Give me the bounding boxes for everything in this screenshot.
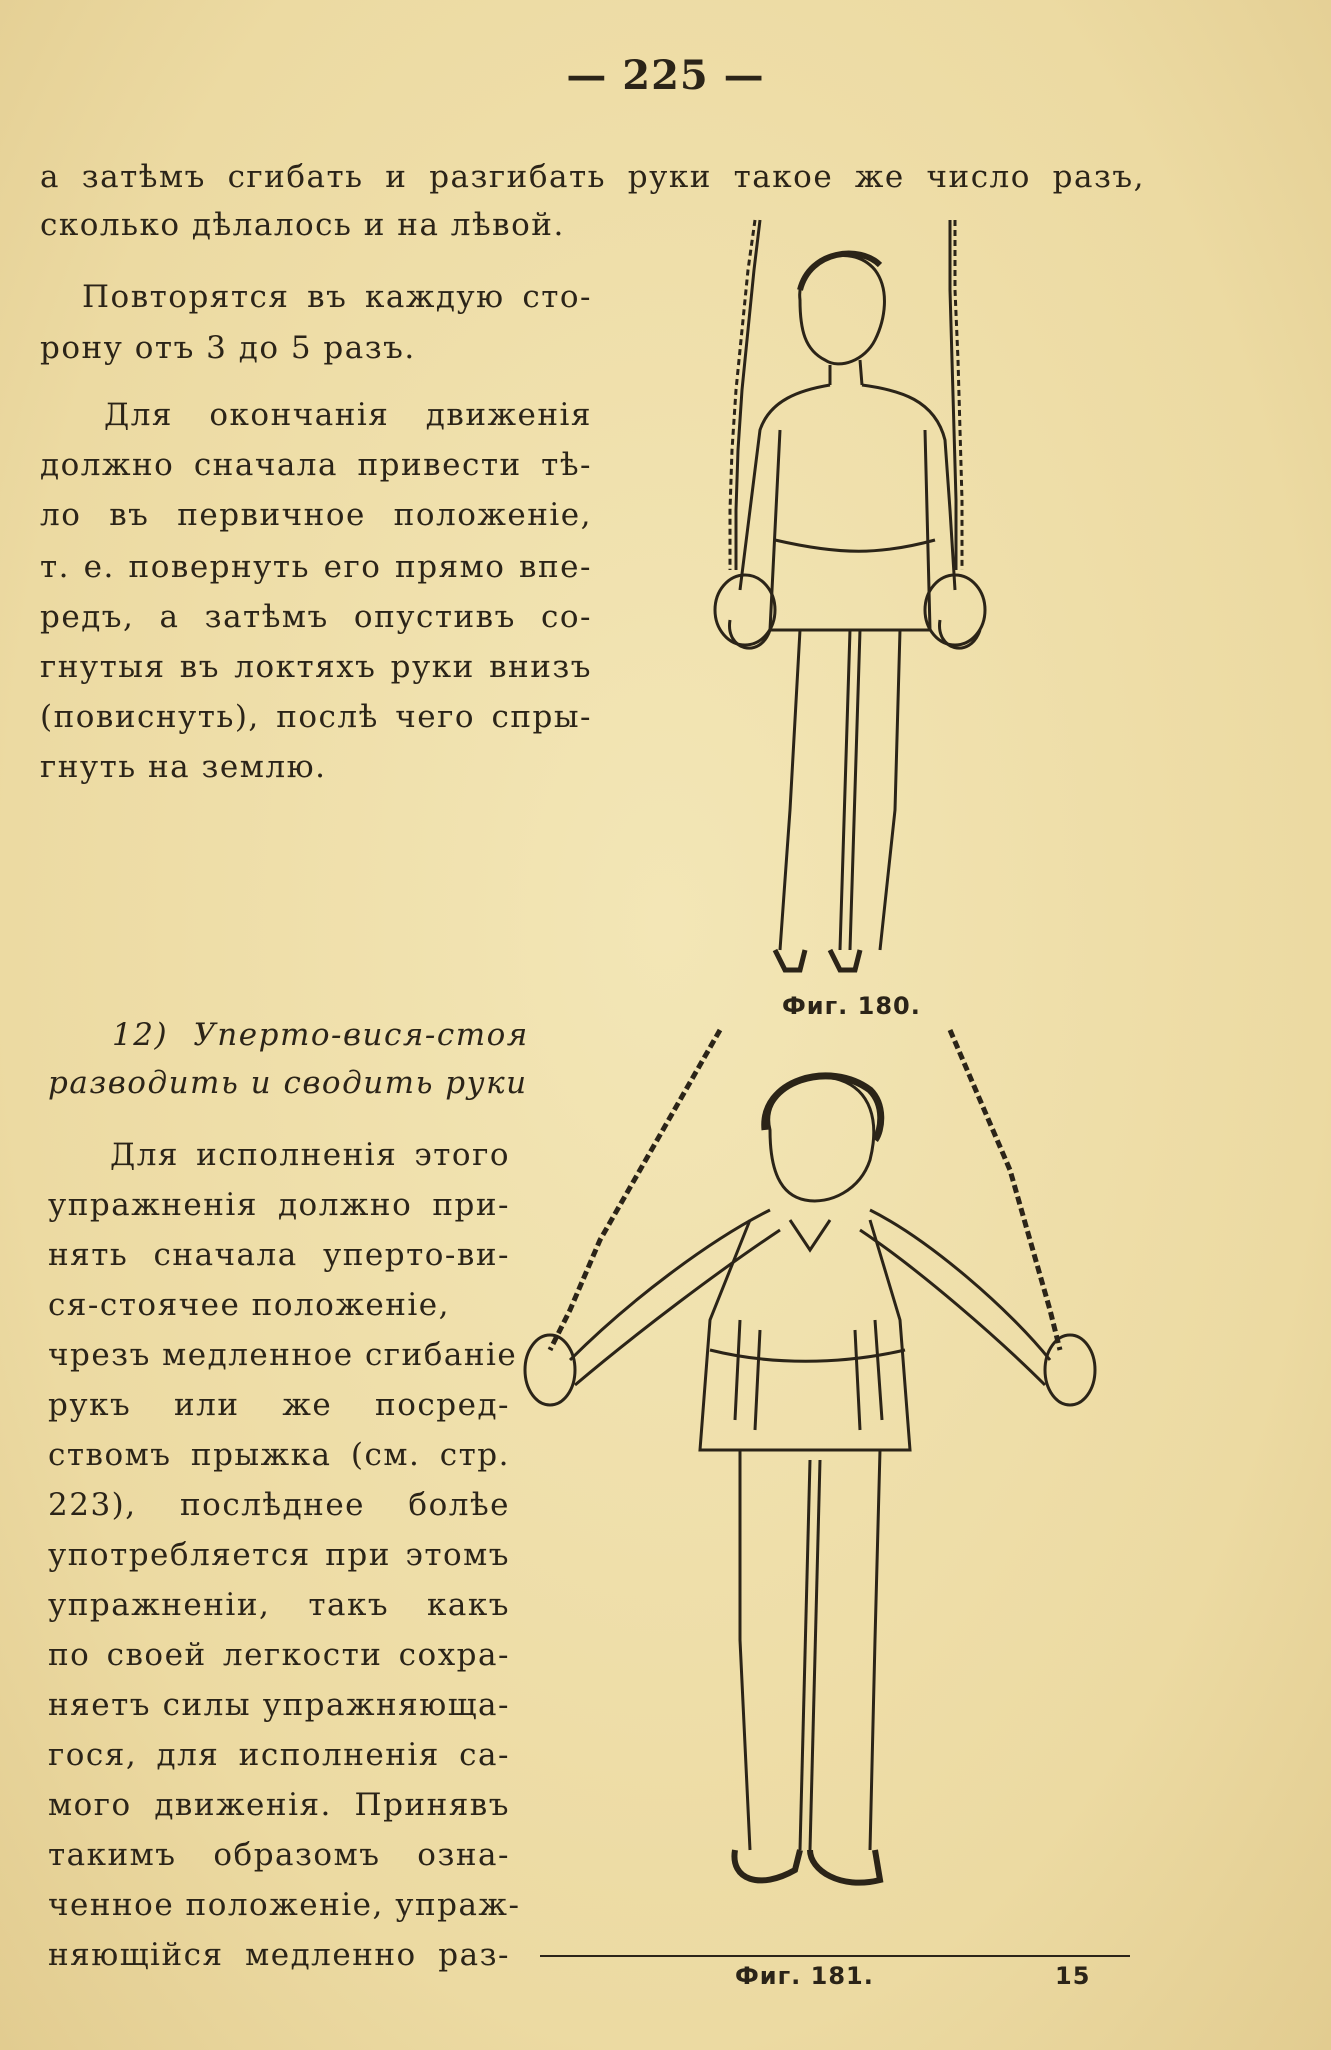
section-line: чрезъ медленное сгибаніе — [48, 1337, 518, 1373]
figure-180-illustration — [700, 210, 1010, 980]
body-line: должно сначала привести тѣ- — [40, 447, 592, 483]
body-line: (повиснуть), послѣ чего спры- — [40, 699, 592, 735]
body-line: редъ, а затѣмъ опустивъ со- — [40, 599, 592, 635]
section-line: нять сначала уперто-ви- — [48, 1237, 510, 1273]
section-line: Для исполненія этого — [110, 1137, 510, 1173]
section-line: ся-стоячее положеніе, — [48, 1287, 450, 1323]
body-line: рону отъ 3 до 5 разъ. — [40, 330, 416, 366]
section-line: употребляется при этомъ — [48, 1537, 510, 1573]
body-line: Повторятся въ каждую сто- — [82, 279, 592, 315]
section-line: няющійся медленно раз- — [48, 1937, 510, 1973]
figure-181-caption: Фиг. 181. — [735, 1962, 874, 1990]
section-line: 223), послѣднее болѣе — [48, 1487, 510, 1523]
bottom-rule — [540, 1955, 1130, 1957]
signature-mark: 15 — [1055, 1962, 1091, 1990]
section-line: няетъ силы упражняюща- — [48, 1687, 510, 1723]
section-number: 12) — [112, 1017, 169, 1053]
section-title-part1: Уперто-вися-стоя — [193, 1017, 529, 1053]
section-line: такимъ образомъ озна- — [48, 1837, 510, 1873]
section-line: по своей легкости сохра- — [48, 1637, 510, 1673]
body-line: т. е. повернуть его прямо впе- — [40, 549, 592, 585]
section-heading-line2: разводить и сводить руки — [48, 1065, 528, 1101]
body-line: ло въ первичное положеніе, — [40, 497, 592, 533]
section-line: ствомъ прыжка (см. стр. — [48, 1437, 510, 1473]
body-line: Для окончанія движенія — [104, 397, 592, 433]
section-line: мого движенія. Принявъ — [48, 1787, 510, 1823]
section-line: ченное положеніе, упраж- — [48, 1887, 521, 1923]
body-line: сколько дѣлалось и на лѣвой. — [40, 207, 565, 243]
section-line: упражненія должно при- — [48, 1187, 510, 1223]
section-heading-line1 — [112, 1017, 529, 1053]
body-line: а затѣмъ сгибать и разгибать руки такое же число разъ, — [40, 159, 1145, 195]
section-line: упражненіи, такъ какъ — [48, 1587, 510, 1623]
body-line: гнутыя въ локтяхъ руки внизъ — [40, 649, 592, 685]
figure-181-illustration — [510, 1020, 1130, 1920]
section-line: гося, для исполненія са- — [48, 1737, 510, 1773]
page-number: — 225 — — [566, 52, 765, 99]
section-line: рукъ или же посред- — [48, 1387, 510, 1423]
figure-180-caption: Фиг. 180. — [782, 992, 921, 1020]
body-line: гнуть на землю. — [40, 749, 327, 785]
